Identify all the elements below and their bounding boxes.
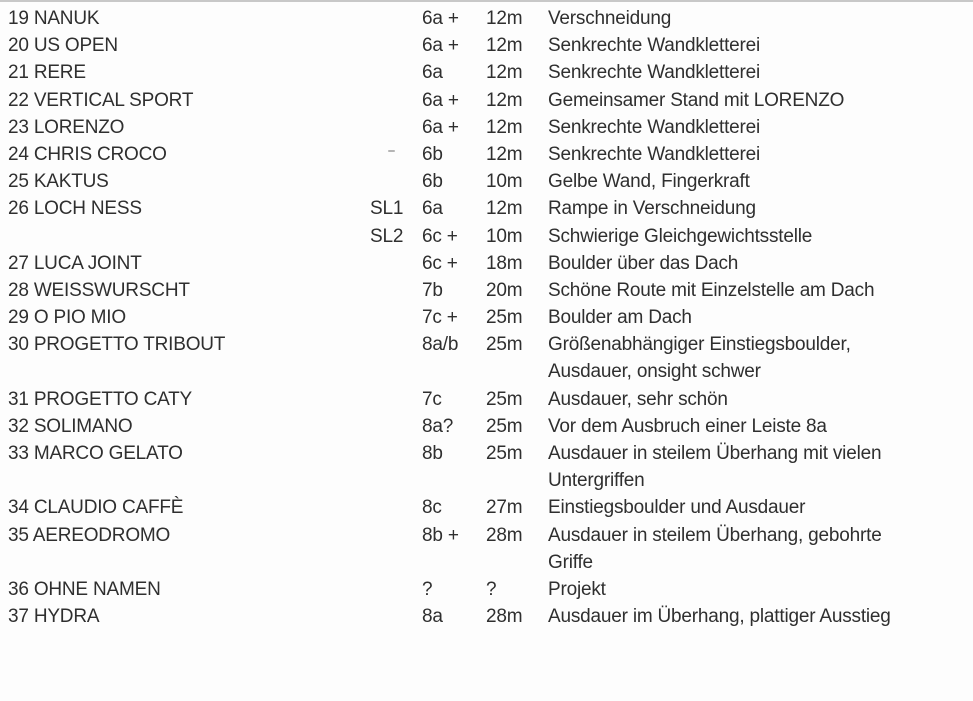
route-description: Einstiegsboulder und Ausdauer	[548, 497, 806, 519]
route-name: 31 PROGETTO CATY	[8, 388, 193, 410]
route-row	[8, 549, 970, 576]
route-description: Schwierige Gleichgewichtsstelle	[548, 225, 813, 247]
route-row	[8, 358, 970, 385]
route-name: 22 VERTICAL SPORT	[8, 89, 194, 111]
route-description: Rampe in Verschneidung	[548, 198, 756, 220]
route-description: Boulder am Dach	[548, 307, 692, 329]
route-length: 25m	[486, 334, 523, 356]
route-description: Ausdauer im Überhang, plattiger Ausstieg	[548, 606, 891, 628]
route-name: 23 LORENZO	[8, 116, 125, 138]
route-grade: 7c +	[422, 307, 458, 329]
route-row	[8, 576, 970, 603]
route-length: ?	[486, 578, 497, 600]
route-description: Größenabhängiger Einstiegsboulder,	[548, 334, 851, 356]
route-description: Senkrechte Wandkletterei	[548, 116, 761, 138]
route-name: 20 US OPEN	[8, 35, 118, 57]
route-name: 37 HYDRA	[8, 606, 100, 628]
route-length: 25m	[486, 307, 523, 329]
route-row	[8, 250, 970, 277]
route-row	[8, 304, 970, 331]
route-grade: 6a	[422, 62, 443, 84]
route-name: 30 PROGETTO TRIBOUT	[8, 334, 226, 356]
route-row	[8, 413, 970, 440]
route-length: 12m	[486, 35, 523, 57]
route-name: 21 RERE	[8, 62, 86, 84]
route-name: 32 SOLIMANO	[8, 415, 133, 437]
route-name: 26 LOCH NESS	[8, 198, 142, 220]
route-row	[8, 59, 970, 86]
route-row	[8, 223, 970, 250]
route-pitch: SL2	[370, 225, 404, 247]
route-grade: 8a	[422, 606, 443, 628]
route-description: Projekt	[548, 578, 606, 600]
route-description: Senkrechte Wandkletterei	[548, 62, 761, 84]
route-table	[8, 5, 970, 630]
route-name: 25 KAKTUS	[8, 171, 109, 193]
route-row	[8, 141, 970, 168]
route-length: 28m	[486, 524, 523, 546]
route-row	[8, 386, 970, 413]
route-description: Schöne Route mit Einzelstelle am Dach	[548, 279, 875, 301]
route-row	[8, 32, 970, 59]
route-length: 18m	[486, 252, 523, 274]
route-name: 33 MARCO GELATO	[8, 443, 183, 464]
route-row	[8, 467, 970, 494]
route-description: Verschneidung	[548, 8, 672, 29]
route-description: Vor dem Ausbruch einer Leiste 8a	[548, 415, 827, 437]
route-length: 12m	[486, 143, 523, 165]
route-grade: 8b +	[422, 524, 459, 546]
route-description: Gelbe Wand, Fingerkraft	[548, 171, 750, 193]
route-description: Griffe	[548, 551, 593, 573]
route-length: 12m	[486, 198, 523, 220]
route-row	[8, 440, 970, 467]
route-length: 25m	[486, 388, 523, 410]
route-length: 27m	[486, 497, 523, 519]
route-row	[8, 195, 970, 222]
route-description: Ausdauer, onsight schwer	[548, 361, 761, 383]
route-length: 12m	[486, 8, 523, 29]
route-row	[8, 114, 970, 141]
route-grade: 6a +	[422, 89, 459, 111]
route-row	[8, 603, 970, 630]
route-grade: 7c	[422, 388, 442, 410]
route-grade: 6a	[422, 198, 443, 220]
route-description: Boulder über das Dach	[548, 252, 739, 274]
route-row	[8, 5, 970, 32]
route-grade: 6a +	[422, 8, 459, 29]
route-grade: 8b	[422, 443, 443, 464]
route-name: 27 LUCA JOINT	[8, 252, 142, 274]
route-length: 20m	[486, 279, 523, 301]
route-description: Ausdauer in steilem Überhang mit vielen	[548, 443, 882, 464]
route-grade: 6b	[422, 143, 443, 165]
route-description: Ausdauer, sehr schön	[548, 388, 728, 410]
route-length: 12m	[486, 116, 523, 138]
route-grade: 7b	[422, 279, 443, 301]
route-name: 29 O PIO MIO	[8, 307, 126, 329]
route-row	[8, 87, 970, 114]
route-name: 24 CHRIS CROCO	[8, 143, 167, 165]
route-description: Untergriffen	[548, 470, 645, 492]
route-length: 25m	[486, 415, 523, 437]
route-description: Ausdauer in steilem Überhang, gebohrte	[548, 524, 882, 546]
route-grade: 6a +	[422, 35, 459, 57]
route-name: 36 OHNE NAMEN	[8, 578, 161, 600]
route-grade: 8a/b	[422, 334, 459, 356]
top-rule	[0, 0, 973, 2]
route-description: Senkrechte Wandkletterei	[548, 35, 761, 57]
route-length: 28m	[486, 606, 523, 628]
route-pitch: SL1	[370, 198, 404, 220]
route-name: 35 AEREODROMO	[8, 524, 171, 546]
route-grade: 6c +	[422, 225, 458, 247]
route-row	[8, 494, 970, 521]
route-length: 12m	[486, 62, 523, 84]
route-length: 10m	[486, 171, 523, 193]
route-grade: 6a +	[422, 116, 459, 138]
route-row	[8, 277, 970, 304]
route-grade: 8c	[422, 497, 442, 519]
route-length: 12m	[486, 89, 523, 111]
route-description: Senkrechte Wandkletterei	[548, 143, 761, 165]
route-row	[8, 522, 970, 549]
route-grade: ?	[422, 578, 433, 600]
route-name: 28 WEISSWURSCHT	[8, 279, 190, 301]
route-row	[8, 331, 970, 358]
route-grade: 6c +	[422, 252, 458, 274]
route-grade: 8a?	[422, 415, 454, 437]
route-row	[8, 168, 970, 195]
route-grade: 6b	[422, 171, 443, 193]
route-description: Gemeinsamer Stand mit LORENZO	[548, 89, 845, 111]
route-name: 34 CLAUDIO CAFFÈ	[8, 497, 184, 519]
route-name: 19 NANUK	[8, 8, 100, 29]
route-length: 25m	[486, 443, 523, 464]
route-length: 10m	[486, 225, 523, 247]
